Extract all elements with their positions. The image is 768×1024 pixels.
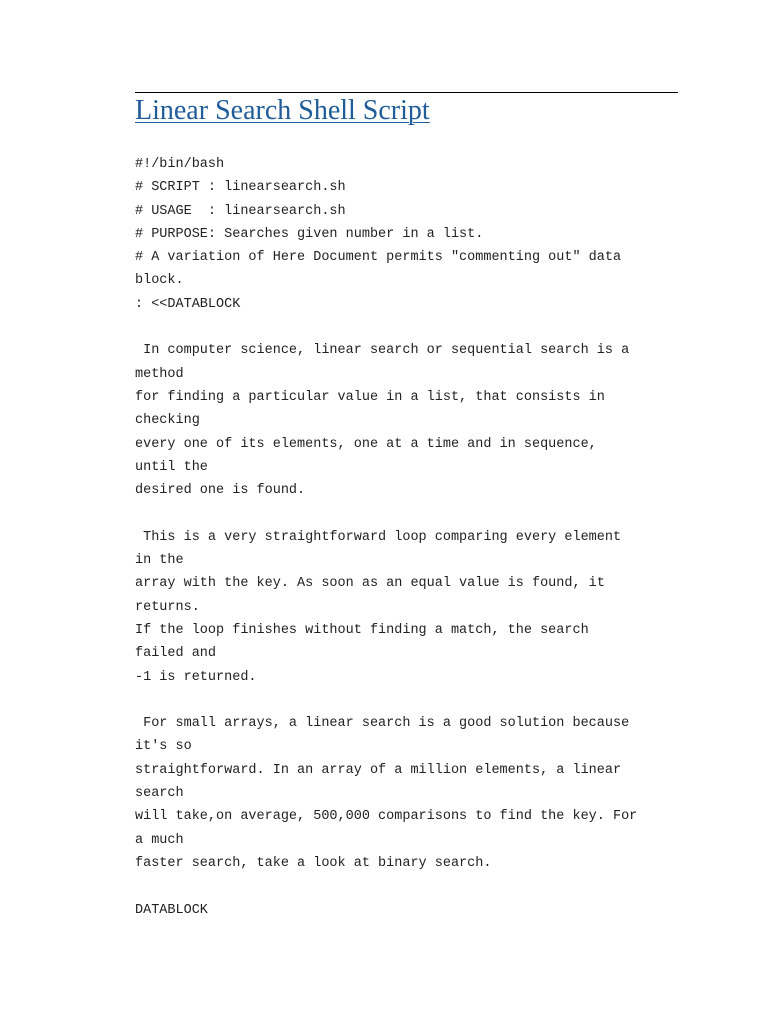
code-line: returns. [135, 599, 200, 615]
code-line: for finding a particular value in a list, that consists in [135, 389, 605, 405]
code-line: every one of its elements, one at a time and in sequence, [135, 436, 597, 452]
code-line: # PURPOSE: Searches given number in a list. [135, 226, 484, 242]
code-line: a much [135, 832, 184, 848]
code-line: # SCRIPT : linearsearch.sh [135, 180, 346, 196]
code-line: search [135, 786, 184, 802]
top-divider [135, 92, 678, 93]
code-line: # USAGE : linearsearch.sh [135, 203, 346, 219]
code-line: array with the key. As soon as an equal value is found, it [135, 576, 605, 592]
document-title[interactable]: Linear Search Shell Script [135, 95, 430, 126]
code-line: will take,on average, 500,000 comparisons to find the key. For [135, 809, 638, 825]
code-line: method [135, 366, 184, 382]
blank-line [135, 316, 695, 339]
script-code-block [135, 153, 695, 922]
code-line: failed and [135, 646, 217, 662]
code-line: # A variation of Here Document permits "commenting out" data [135, 250, 622, 266]
code-line: straightforward. In an array of a million elements, a linear [135, 762, 622, 778]
blank-line [135, 875, 695, 898]
code-line: This is a very straightforward loop comparing every element [135, 529, 622, 545]
code-line: : <<DATABLOCK [135, 296, 241, 312]
code-line: In computer science, linear search or sequential search is a [135, 343, 630, 359]
blank-line [135, 689, 695, 712]
code-line: #!/bin/bash [135, 157, 225, 172]
code-line: DATABLOCK [135, 902, 208, 918]
code-line: in the [135, 553, 184, 569]
code-line: For small arrays, a linear search is a good solution because [135, 716, 630, 732]
code-line: If the loop finishes without finding a match, the search [135, 622, 589, 638]
blank-line [135, 502, 695, 525]
code-line: desired one is found. [135, 483, 306, 499]
code-line: block. [135, 273, 184, 289]
code-line: it's so [135, 739, 192, 755]
code-line: checking [135, 413, 200, 429]
code-line: faster search, take a look at binary search. [135, 855, 492, 871]
code-line: until the [135, 459, 208, 475]
code-line: -1 is returned. [135, 669, 257, 685]
